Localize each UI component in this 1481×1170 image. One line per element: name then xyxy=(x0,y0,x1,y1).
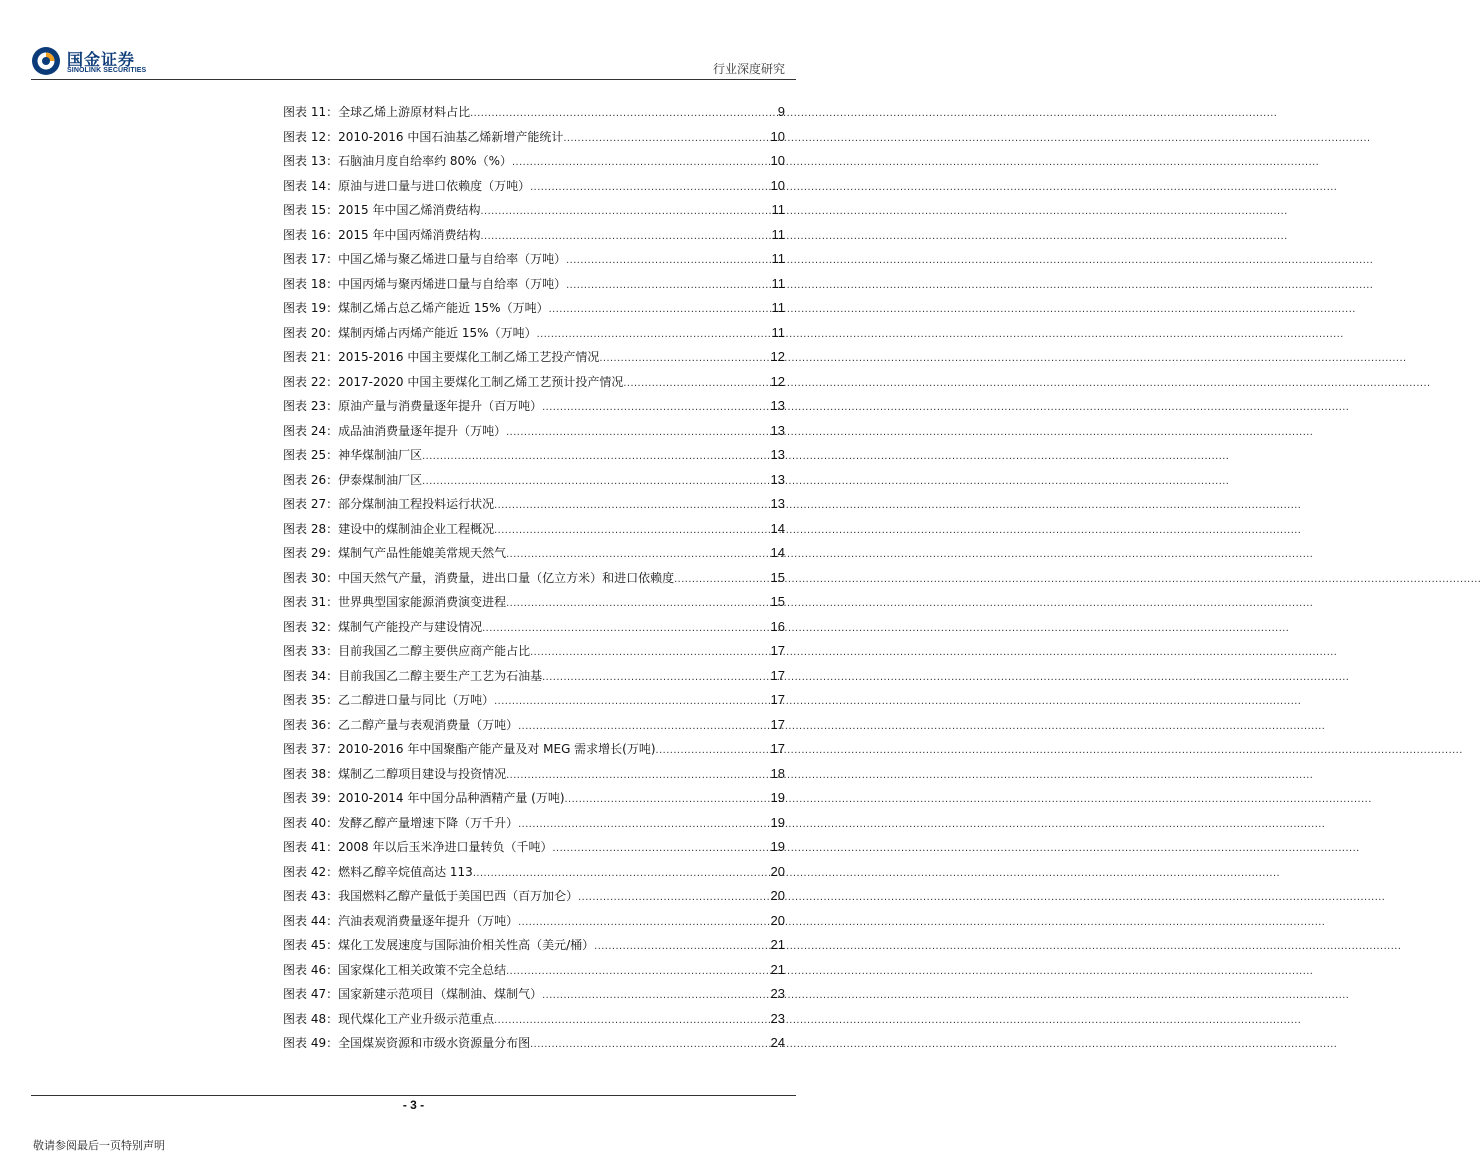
toc-entry-page: 17 xyxy=(770,667,785,683)
toc-dot-leader xyxy=(518,812,770,837)
toc-entry-title: 煤制气产品性能媲美常规天然气 xyxy=(338,546,507,560)
toc-entry-page: 13 xyxy=(770,471,785,487)
toc-entry-page: 12 xyxy=(770,349,785,364)
toc-entry-title: 煤化工发展速度与国际油价相关性高（美元/桶） xyxy=(338,938,595,952)
toc-dot-leader xyxy=(530,175,770,200)
toc-entry-label: 图表 44： xyxy=(283,913,339,928)
toc-entry[interactable] xyxy=(283,958,785,983)
toc-dot-leader xyxy=(656,738,771,763)
toc-dot-leader xyxy=(530,1032,770,1057)
toc-dot-leader xyxy=(506,959,770,984)
toc-entry-label: 图表 30： xyxy=(283,570,339,585)
toc-entry-title: 国家新建示范项目（煤制油、煤制气） xyxy=(338,987,543,1001)
toc-entry-page: 15 xyxy=(770,594,785,609)
toc-entry-label: 图表 12： xyxy=(283,129,339,144)
company-logo xyxy=(31,46,171,80)
toc-entry-label: 图表 31： xyxy=(283,595,339,609)
logo-english-name: SINOLINK SECURITIES xyxy=(67,67,147,74)
toc-entry-page: 20 xyxy=(770,863,785,879)
toc-entry-label: 图表 22： xyxy=(283,374,339,389)
toc-entry[interactable] xyxy=(283,615,785,640)
toc-entry-page: 12 xyxy=(770,373,785,389)
toc-entry[interactable] xyxy=(283,786,785,811)
toc-entry[interactable] xyxy=(283,321,785,346)
toc-entry-label: 图表 24： xyxy=(283,423,339,438)
toc-entry-title: 建设中的煤制油企业工程概况 xyxy=(338,521,495,536)
toc-dot-leader xyxy=(518,714,770,739)
header-divider xyxy=(31,79,796,80)
toc-entry-title: 部分煤制油工程投料运行状况 xyxy=(338,497,495,511)
toc-entry-page: 9 xyxy=(777,104,785,119)
toc-entry-title: 煤制乙二醇项目建设与投资情况 xyxy=(338,766,507,781)
toc-entry-page: 17 xyxy=(770,643,785,658)
toc-entry[interactable] xyxy=(283,860,785,885)
toc-entry-title: 中国天然气产量，消费量，进出口量（亿立方米）和进口依赖度 xyxy=(338,570,675,585)
toc-entry-label: 图表 18： xyxy=(283,276,339,291)
toc-entry-title: 全国煤炭资源和市级水资源量分布图 xyxy=(338,1036,531,1050)
toc-entry-label: 图表 14： xyxy=(283,178,339,193)
toc-entry-label: 图表 35： xyxy=(283,693,339,707)
toc-entry-label: 图表 19： xyxy=(283,301,339,315)
toc-entry-page: 15 xyxy=(770,569,785,585)
toc-entry-title: 发酵乙醇产量增速下降（万千升） xyxy=(338,815,519,830)
toc-dot-leader xyxy=(542,395,770,420)
toc-entry[interactable] xyxy=(283,541,785,566)
page-header xyxy=(0,0,827,80)
toc-entry[interactable] xyxy=(283,149,785,174)
toc-entry-label: 图表 21： xyxy=(283,350,339,364)
toc-entry[interactable] xyxy=(283,811,785,836)
toc-entry-title: 2010-2016 中国石油基乙烯新增产能统计 xyxy=(338,129,564,144)
toc-dot-leader xyxy=(482,616,770,641)
toc-entry-page: 20 xyxy=(770,912,785,928)
toc-entry[interactable] xyxy=(283,884,785,909)
toc-entry[interactable] xyxy=(283,1031,785,1056)
toc-entry-label: 图表 11： xyxy=(283,105,339,119)
toc-entry[interactable] xyxy=(283,517,785,542)
toc-entry-label: 图表 41： xyxy=(283,840,339,854)
toc-entry[interactable] xyxy=(283,272,785,297)
toc-entry-label: 图表 13： xyxy=(283,154,339,168)
toc-dot-leader xyxy=(480,224,771,249)
toc-dot-leader xyxy=(494,518,770,543)
toc-entry-page: 17 xyxy=(770,692,785,707)
toc-entry-label: 图表 29： xyxy=(283,546,339,560)
toc-entry[interactable] xyxy=(283,688,785,713)
toc-entry[interactable] xyxy=(283,174,785,199)
toc-dot-leader xyxy=(566,248,771,273)
toc-entry-label: 图表 27： xyxy=(283,497,339,511)
toc-entry-title: 中国丙烯与聚丙烯进口量与自给率（万吨） xyxy=(338,276,567,291)
toc-entry[interactable] xyxy=(283,713,785,738)
toc-entry[interactable] xyxy=(283,590,785,615)
toc-dot-leader xyxy=(549,297,772,322)
toc-entry-page: 24 xyxy=(770,1035,785,1050)
toc-dot-leader xyxy=(563,126,770,151)
toc-entry[interactable] xyxy=(283,100,785,125)
toc-entry-label: 图表 17： xyxy=(283,252,339,266)
toc-entry-label: 图表 46： xyxy=(283,962,339,977)
toc-entry[interactable] xyxy=(283,125,785,150)
toc-dot-leader xyxy=(506,591,770,616)
toc-entry-page: 17 xyxy=(770,716,785,732)
toc-entry-page: 19 xyxy=(770,839,785,854)
toc-entry-label: 图表 48： xyxy=(283,1011,339,1026)
toc-entry-page: 10 xyxy=(770,153,785,168)
toc-dot-leader xyxy=(594,934,770,959)
toc-entry-label: 图表 38： xyxy=(283,766,339,781)
toc-entry-page: 13 xyxy=(770,422,785,438)
toc-entry-page: 23 xyxy=(770,1010,785,1026)
toc-entry[interactable] xyxy=(283,223,785,248)
toc-entry-label: 图表 40： xyxy=(283,815,339,830)
toc-entry[interactable] xyxy=(283,933,785,958)
toc-entry-title: 2010-2016 年中国聚酯产能产量及对 MEG 需求增长(万吨) xyxy=(338,742,656,756)
toc-entry-label: 图表 37： xyxy=(283,742,339,756)
toc-entry-title: 石脑油月度自给率约 80%（%） xyxy=(338,154,512,168)
toc-entry-label: 图表 20： xyxy=(283,325,339,340)
toc-entry-title: 神华煤制油厂区 xyxy=(338,448,423,462)
toc-entry-title: 伊泰煤制油厂区 xyxy=(338,472,423,487)
toc-entry-title: 煤制乙烯占总乙烯产能近 15%（万吨） xyxy=(338,301,549,315)
toc-entry-title: 煤制气产能投产与建设情况 xyxy=(338,619,483,634)
toc-entry[interactable] xyxy=(283,639,785,664)
toc-dot-leader xyxy=(537,322,772,347)
toc-dot-leader xyxy=(623,371,770,396)
toc-dot-leader xyxy=(530,640,770,665)
toc-entry-label: 图表 39： xyxy=(283,791,339,805)
toc-entry-label: 图表 28： xyxy=(283,521,339,536)
toc-entry[interactable] xyxy=(283,419,785,444)
toc-entry[interactable] xyxy=(283,982,785,1007)
toc-entry[interactable] xyxy=(283,1007,785,1032)
toc-dot-leader xyxy=(566,273,771,298)
toc-entry-title: 国家煤化工相关政策不完全总结 xyxy=(338,962,507,977)
toc-entry-title: 中国乙烯与聚乙烯进口量与自给率（万吨） xyxy=(338,252,567,266)
toc-entry-page: 21 xyxy=(770,937,785,952)
toc-dot-leader xyxy=(674,567,770,592)
toc-entry-title: 原油与进口量与进口依赖度（万吨） xyxy=(338,178,531,193)
toc-entry-page: 17 xyxy=(770,741,785,756)
toc-entry-page: 11 xyxy=(771,300,785,315)
toc-entry[interactable] xyxy=(283,492,785,517)
toc-entry-label: 图表 15： xyxy=(283,203,339,217)
toc-dot-leader xyxy=(506,420,770,445)
toc-entry-page: 14 xyxy=(770,545,785,560)
toc-entry-page: 11 xyxy=(771,202,785,217)
toc-entry[interactable] xyxy=(283,370,785,395)
report-type: 行业深度研究 xyxy=(712,62,785,76)
toc-entry-title: 2017-2020 中国主要煤化工制乙烯工艺预计投产情况 xyxy=(338,374,624,389)
toc-entry[interactable] xyxy=(283,762,785,787)
toc-entry-title: 原油产量与消费量逐年提升（百万吨） xyxy=(338,399,543,413)
logo-chinese-name: 国金证券 xyxy=(67,52,136,69)
toc-dot-leader xyxy=(506,542,770,567)
toc-dot-leader xyxy=(422,469,770,494)
toc-entry-title: 2008 年以后玉米净进口量转负（千吨） xyxy=(338,840,553,854)
toc-entry-title: 全球乙烯上游原材料占比 xyxy=(338,105,471,119)
toc-entry-page: 11 xyxy=(771,251,785,266)
toc-dot-leader xyxy=(473,861,771,886)
toc-entry[interactable] xyxy=(283,394,785,419)
toc-entry-page: 11 xyxy=(771,275,785,291)
toc-dot-leader xyxy=(518,910,770,935)
toc-dot-leader xyxy=(480,199,771,224)
toc-entry-title: 现代煤化工产业升级示范重点 xyxy=(338,1011,495,1026)
toc-entry-label: 图表 16： xyxy=(283,227,339,242)
toc-entry-page: 19 xyxy=(770,790,785,805)
toc-entry[interactable] xyxy=(283,443,785,468)
footer-divider xyxy=(31,1095,796,1096)
toc-entry-label: 图表 47： xyxy=(283,987,339,1001)
toc-entry-page: 16 xyxy=(770,618,785,634)
toc-dot-leader xyxy=(565,787,771,812)
toc-dot-leader xyxy=(552,836,770,861)
toc-entry-title: 乙二醇进口量与同比（万吨） xyxy=(338,693,495,707)
toc-entry-page: 13 xyxy=(770,398,785,413)
toc-entry-label: 图表 34： xyxy=(283,668,339,683)
toc-entry-page: 11 xyxy=(771,324,785,340)
toc-entry[interactable] xyxy=(283,345,785,370)
toc-dot-leader xyxy=(506,763,770,788)
toc-entry[interactable] xyxy=(283,909,785,934)
toc-entry[interactable] xyxy=(283,247,785,272)
toc-entry-title: 燃料乙醇辛烷值高达 113 xyxy=(338,864,473,879)
toc-entry[interactable] xyxy=(283,296,785,321)
toc-entry[interactable] xyxy=(283,198,785,223)
disclaimer-note: 敬请参阅最后一页特别声明 xyxy=(33,1139,165,1152)
toc-entry-page: 10 xyxy=(770,177,785,193)
toc-entry-title: 目前我国乙二醇主要生产工艺为石油基 xyxy=(338,668,543,683)
toc-entry[interactable] xyxy=(283,737,785,762)
toc-dot-leader xyxy=(422,444,770,469)
toc-entry-title: 世界典型国家能源消费演变进程 xyxy=(338,595,507,609)
toc-entry[interactable] xyxy=(283,835,785,860)
toc-entry-label: 图表 25： xyxy=(283,448,339,462)
toc-entry-title: 煤制丙烯占丙烯产能近 15%（万吨） xyxy=(338,325,537,340)
toc-entry-label: 图表 49： xyxy=(283,1036,339,1050)
toc-entry-page: 13 xyxy=(770,447,785,462)
toc-entry-label: 图表 32： xyxy=(283,619,339,634)
toc-entry-title: 汽油表观消费量逐年提升（万吨） xyxy=(338,913,519,928)
toc-entry[interactable] xyxy=(283,468,785,493)
toc-entry-page: 23 xyxy=(770,986,785,1001)
toc-dot-leader xyxy=(599,346,770,371)
toc-entry-label: 图表 45： xyxy=(283,938,339,952)
toc-entry[interactable] xyxy=(283,566,785,591)
toc-entry-label: 图表 23： xyxy=(283,399,339,413)
toc-entry-label: 图表 36： xyxy=(283,717,339,732)
toc-entry-title: 2015 年中国乙烯消费结构 xyxy=(338,203,481,217)
toc-entry-label: 图表 43： xyxy=(283,889,339,903)
toc-entry-page: 11 xyxy=(771,226,785,242)
toc-dot-leader xyxy=(494,493,770,518)
toc-entry-label: 图表 33： xyxy=(283,644,339,658)
toc-dot-leader xyxy=(542,983,770,1008)
toc-entry-title: 2015 年中国丙烯消费结构 xyxy=(338,227,481,242)
toc-dot-leader xyxy=(512,150,771,175)
sinolink-logo-icon xyxy=(31,46,61,76)
table-of-figures xyxy=(283,100,785,1056)
toc-entry-page: 18 xyxy=(770,765,785,781)
page-number: - 3 - xyxy=(402,1098,425,1112)
toc-entry[interactable] xyxy=(283,664,785,689)
toc-dot-leader xyxy=(542,665,770,690)
toc-dot-leader xyxy=(494,689,770,714)
toc-entry-page: 14 xyxy=(770,520,785,536)
toc-entry-page: 13 xyxy=(770,496,785,511)
toc-entry-page: 20 xyxy=(770,888,785,903)
toc-entry-title: 目前我国乙二醇主要供应商产能占比 xyxy=(338,644,531,658)
toc-entry-title: 成品油消费量逐年提升（万吨） xyxy=(338,423,507,438)
toc-entry-label: 图表 26： xyxy=(283,472,339,487)
toc-dot-leader xyxy=(470,101,778,126)
toc-entry-label: 图表 42： xyxy=(283,864,339,879)
toc-entry-page: 19 xyxy=(770,814,785,830)
toc-entry-page: 21 xyxy=(770,961,785,977)
toc-entry-page: 10 xyxy=(770,128,785,144)
toc-dot-leader xyxy=(494,1008,770,1033)
toc-dot-leader xyxy=(578,885,770,910)
toc-entry-title: 2010-2014 年中国分品种酒精产量 (万吨) xyxy=(338,791,565,805)
toc-entry-title: 我国燃料乙醇产量低于美国巴西（百万加仑） xyxy=(338,889,579,903)
toc-entry-title: 2015-2016 中国主要煤化工制乙烯工艺投产情况 xyxy=(338,350,600,364)
toc-entry-title: 乙二醇产量与表观消费量（万吨） xyxy=(338,717,519,732)
